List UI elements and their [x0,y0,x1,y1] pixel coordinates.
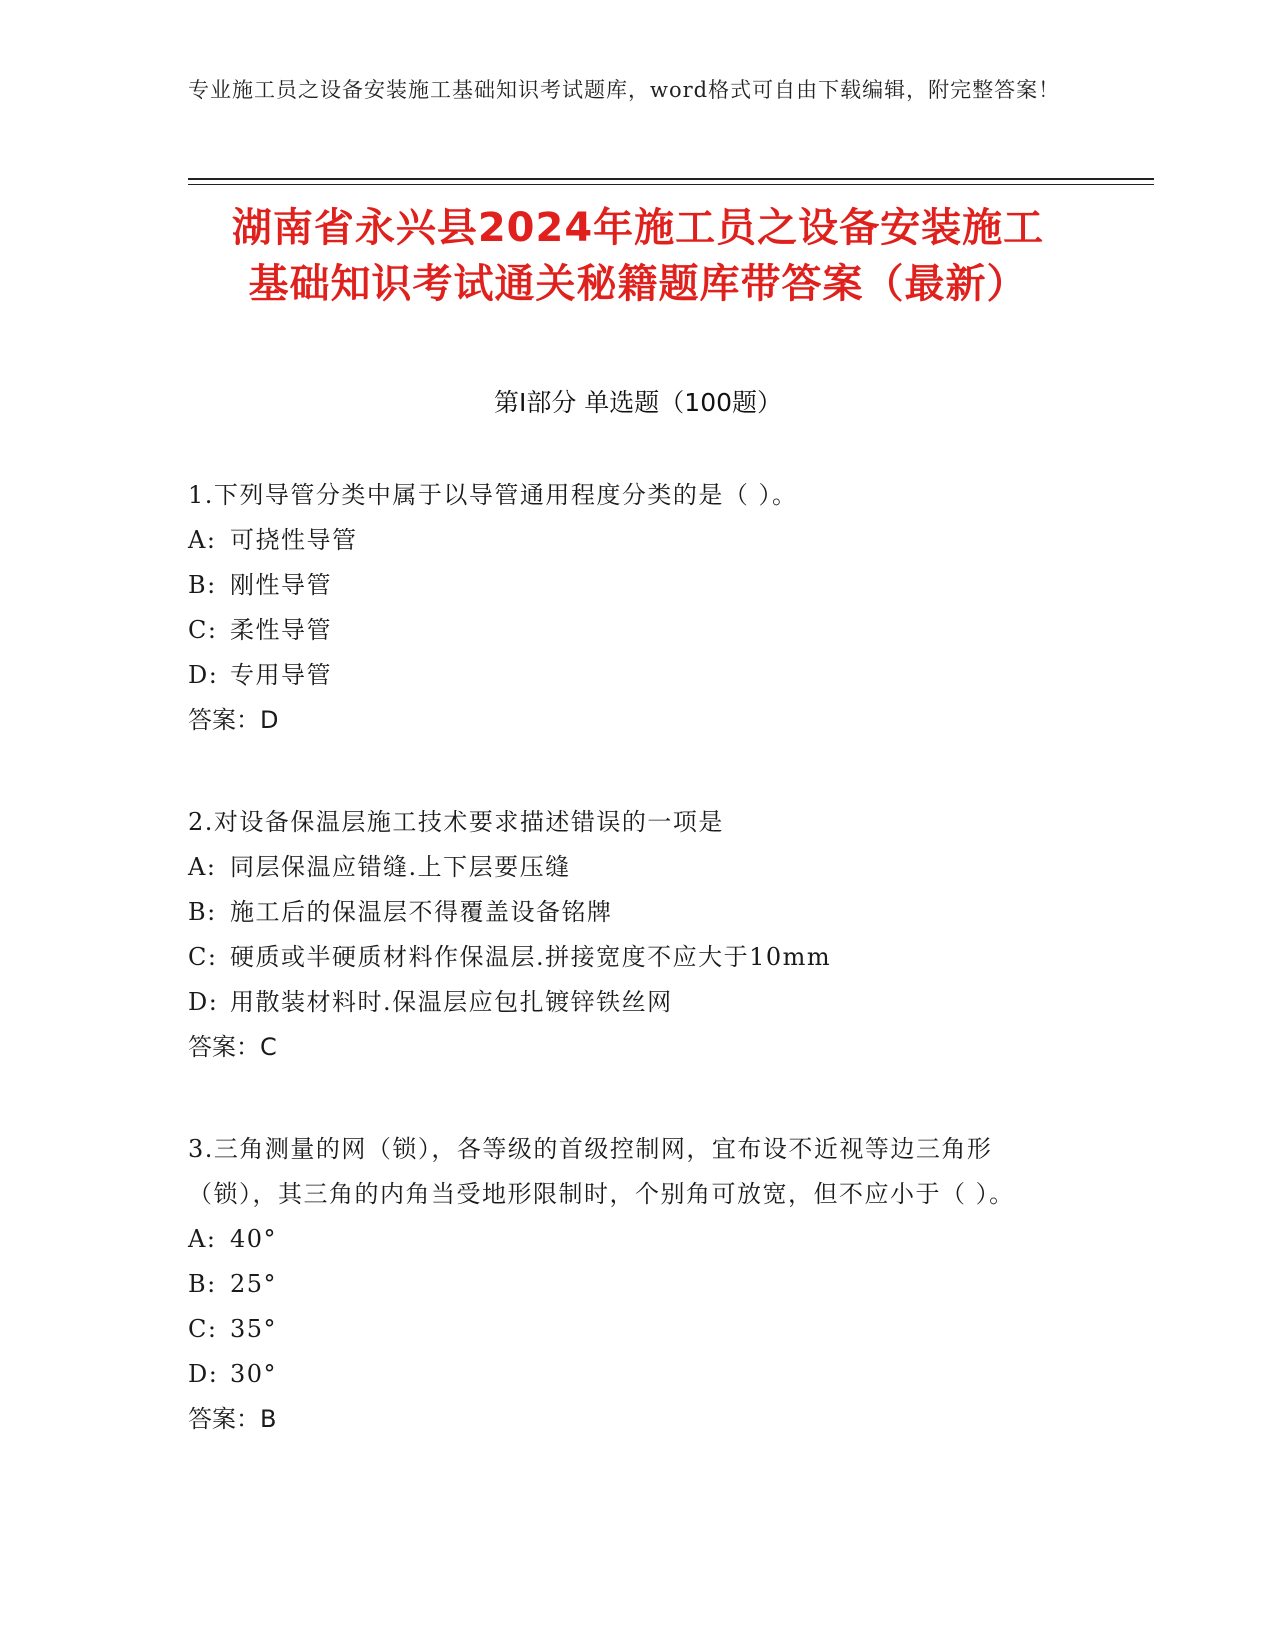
question-3 [188,1127,1068,1442]
option-d [188,980,1068,1025]
option-text: 刚性导管 [230,571,332,599]
question-text: 2.对设备保温层施工技术要求描述错误的一项是 [188,808,724,836]
option-text: 施工后的保温层不得覆盖设备铭牌 [230,898,613,926]
option-letter: D: [188,661,219,689]
option-b [188,1262,1068,1307]
document-title [188,200,1088,312]
option-letter: A: [188,853,217,881]
option-text: 硬质或半硬质材料作保温层.拼接宽度不应大于10mm [230,943,832,971]
option-text: 用散装材料时.保温层应包扎镀锌铁丝网 [230,988,673,1016]
question-1 [188,473,1068,743]
option-b [188,890,1068,935]
answer: 答案：B [188,1405,277,1433]
option-letter: D: [188,1360,219,1388]
option-a [188,845,1068,890]
option-letter: B: [188,898,217,926]
option-c [188,608,1068,653]
option-letter: C: [188,1315,218,1343]
option-text: 30° [230,1360,278,1388]
option-text: 25° [230,1270,278,1298]
option-b [188,563,1068,608]
option-text: 40° [230,1225,278,1253]
option-c [188,1307,1068,1352]
option-text: 同层保温应错缝.上下层要压缝 [230,853,571,881]
question-text: 1.下列导管分类中属于以导管通用程度分类的是（ ）。 [188,481,798,509]
option-letter: A: [188,1225,217,1253]
option-c [188,935,1068,980]
option-letter: B: [188,1270,217,1298]
option-text: 35° [230,1315,278,1343]
answer: 答案：C [188,1033,277,1061]
option-a [188,518,1068,563]
option-a [188,1217,1068,1262]
title-line-1: 湖南省永兴县2024年施工员之设备安装施工 [231,205,1045,251]
header-note: 专业施工员之设备安装施工基础知识考试题库，word格式可自由下载编辑，附完整答案！ [188,78,1061,102]
option-letter: C: [188,616,218,644]
option-text: 柔性导管 [230,616,332,644]
option-d [188,1352,1068,1397]
option-letter: A: [188,526,217,554]
answer: 答案：D [188,706,279,734]
option-text: 专用导管 [230,661,332,689]
option-letter: D: [188,988,219,1016]
header-rule-thin [188,184,1154,185]
section-heading: 第Ⅰ部分 单选题（100题） [493,388,783,417]
header-rule-thick [188,178,1154,180]
question-text: 3.三角测量的网（锁），各等级的首级控制网，宜布设不近视等边三角形（锁），其三角的内角当受地形限制时，个别角可放宽，但不应小于（ ）。 [188,1135,1015,1208]
option-text: 可挠性导管 [230,526,358,554]
question-2 [188,800,1068,1070]
question-list [188,473,1068,1499]
option-letter: C: [188,943,218,971]
option-d [188,653,1068,698]
option-letter: B: [188,571,217,599]
title-line-2: 基础知识考试通关秘籍题库带答案（最新） [248,261,1028,307]
